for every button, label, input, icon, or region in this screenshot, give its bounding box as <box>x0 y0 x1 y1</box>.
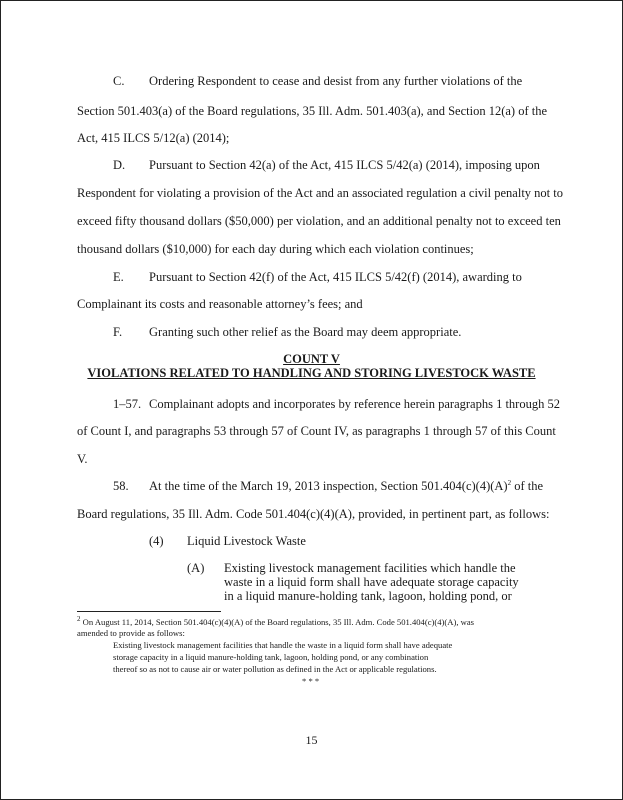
relief-item-c-line: Act, 415 ILCS 5/12(a) (2014); <box>77 131 230 145</box>
relief-item-d-line: Pursuant to Section 42(a) of the Act, 415 ILCS 5/42(a) (2014), imposing upon <box>149 158 540 172</box>
relief-item-f-line: Granting such other relief as the Board may deem appropriate. <box>149 325 462 339</box>
quote-num: (4) <box>149 534 164 548</box>
footnote-quote-line: storage capacity in a liquid manure-holding tank, lagoon, holding pond, or any combination <box>113 652 429 662</box>
relief-item-e-line: Complainant its costs and reasonable attorney’s fees; and <box>77 297 363 311</box>
footnote-ref: 2 <box>507 478 512 487</box>
footnote-divider <box>77 611 221 612</box>
para-1-57-line: Complainant adopts and incorporates by reference herein paragraphs 1 through 52 <box>149 397 560 411</box>
relief-item-f-label: F. <box>113 325 123 339</box>
relief-item-c-line: Ordering Respondent to cease and desist from any further violations of the <box>149 74 523 88</box>
quote-sub-label: (A) <box>187 561 205 575</box>
para-58-line <box>149 479 543 493</box>
relief-item-d-line: thousand dollars ($10,000) for each day during which each violation continues; <box>77 242 474 256</box>
footnote-marker: 2 <box>77 615 81 624</box>
para-58-label: 58. <box>113 479 129 493</box>
para-1-57-line: V. <box>77 452 88 466</box>
relief-item-c-line: Section 501.403(a) of the Board regulations, 35 Ill. Adm. 501.403(a), and Section 12(a) of the <box>77 104 548 118</box>
para-58-text-end: of the <box>511 479 544 493</box>
para-58-line: Board regulations, 35 Ill. Adm. Code 501.404(c)(4)(A), provided, in pertinent part, as follows: <box>77 507 550 521</box>
quote-line: Existing livestock management facilities which handle the <box>224 561 516 575</box>
page-number: 15 <box>305 733 318 747</box>
quote-line: waste in a liquid form shall have adequate storage capacity <box>224 575 519 589</box>
quote-line: in a liquid manure-holding tank, lagoon, holding pond, or <box>224 589 512 603</box>
relief-item-c-label: C. <box>113 74 125 88</box>
footnote-quote-line: thereof so as not to cause air or water pollution as defined in the Act or applicable regulations. <box>113 664 437 674</box>
relief-item-e-label: E. <box>113 270 124 284</box>
quote-heading: Liquid Livestock Waste <box>187 534 306 548</box>
count-title: COUNT V <box>283 352 340 366</box>
footnote-quote-line: Existing livestock management facilities that handle the waste in a liquid form shall have adequate <box>113 640 453 650</box>
footnote-text: On August 11, 2014, Section 501.404(c)(4)(A) of the Board regulations, 35 Ill. Adm. Code 501.404(c)(4)(A), was <box>82 617 474 627</box>
para-58-text: At the time of the March 19, 2013 inspection, Section 501.404(c)(4)(A) <box>149 479 508 493</box>
count-subtitle: VIOLATIONS RELATED TO HANDLING AND STORING LIVESTOCK WASTE <box>87 366 536 380</box>
relief-item-d-line: exceed fifty thousand dollars ($50,000) per violation, and an additional penalty not to exceed ten <box>77 214 561 228</box>
footnote-line <box>77 617 474 627</box>
relief-item-e-line: Pursuant to Section 42(f) of the Act, 415 ILCS 5/42(f) (2014), awarding to <box>149 270 522 284</box>
relief-item-d-line: Respondent for violating a provision of the Act and an associated regulation a civil penalty not to <box>77 186 563 200</box>
footnote-ellipsis: * * * <box>302 676 320 686</box>
footnote-line: amended to provide as follows: <box>77 628 185 638</box>
para-1-57-label: 1–57. <box>113 397 142 411</box>
relief-item-d-label: D. <box>113 158 126 172</box>
para-1-57-line: of Count I, and paragraphs 53 through 57 of Count IV, as paragraphs 1 through 57 of this Count <box>77 424 556 438</box>
